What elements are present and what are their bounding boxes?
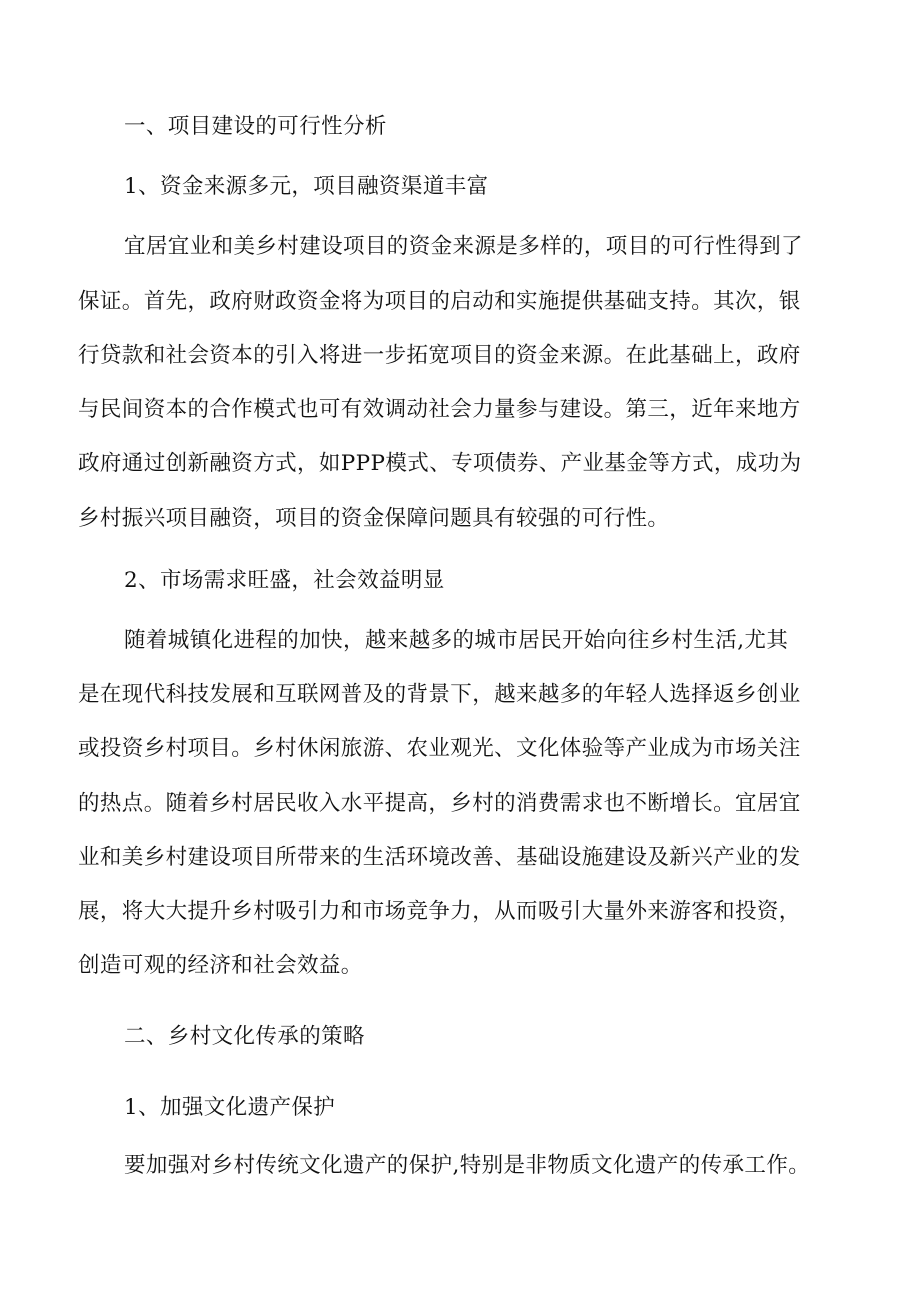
paragraph-1-line-3: 行贷款和社会资本的引入将进一步拓宽项目的资金来源。在此基础上，政府 xyxy=(78,343,801,368)
section-1-heading: 一、项目建设的可行性分析 xyxy=(124,114,387,139)
section-2-heading: 二、乡村文化传承的策略 xyxy=(124,1024,365,1049)
paragraph-1-line-1: 宜居宜业和美乡村建设项目的资金来源是多样的，项目的可行性得到了 xyxy=(124,234,803,259)
paragraph-2-line-4: 的热点。随着乡村居民收入水平提高，乡村的消费需求也不断增长。宜居宜 xyxy=(78,791,801,816)
paragraph-2-line-7: 创造可观的经济和社会效益。 xyxy=(78,953,363,978)
paragraph-2-line-3: 或投资乡村项目。乡村休闲旅游、农业观光、文化体验等产业成为市场关注 xyxy=(78,736,801,761)
subsection-2-heading: 2、市场需求旺盛，社会效益明显 xyxy=(124,568,445,593)
paragraph-2-line-1: 随着城镇化进程的加快，越来越多的城市居民开始向往乡村生活,尤其 xyxy=(124,628,789,653)
paragraph-2-line-6: 展，将大大提升乡村吸引力和市场竞争力，从而吸引大量外来游客和投资， xyxy=(78,899,801,924)
subsection-1-heading: 1、资金来源多元，项目融资渠道丰富 xyxy=(124,174,489,199)
paragraph-1-line-2: 保证。首先，政府财政资金将为项目的启动和实施提供基础支持。其次，银 xyxy=(78,289,801,314)
paragraph-1-line-5: 政府通过创新融资方式，如PPP模式、专项债券、产业基金等方式，成功为 xyxy=(78,451,802,476)
paragraph-2-line-2: 是在现代科技发展和互联网普及的背景下，越来越多的年轻人选择返乡创业 xyxy=(78,682,801,707)
paragraph-1-line-4: 与民间资本的合作模式也可有效调动社会力量参与建设。第三，近年来地方 xyxy=(78,397,801,422)
subsection-3-heading: 1、加强文化遗产保护 xyxy=(124,1095,336,1120)
paragraph-3-line-1: 要加强对乡村传统文化遗产的保护,特别是非物质文化遗产的传承工作。 xyxy=(124,1153,811,1178)
paragraph-1-line-6: 乡村振兴项目融资，项目的资金保障问题具有较强的可行性。 xyxy=(78,506,670,531)
paragraph-2-line-5: 业和美乡村建设项目所带来的生活环境改善、基础设施建设及新兴产业的发 xyxy=(78,845,801,870)
